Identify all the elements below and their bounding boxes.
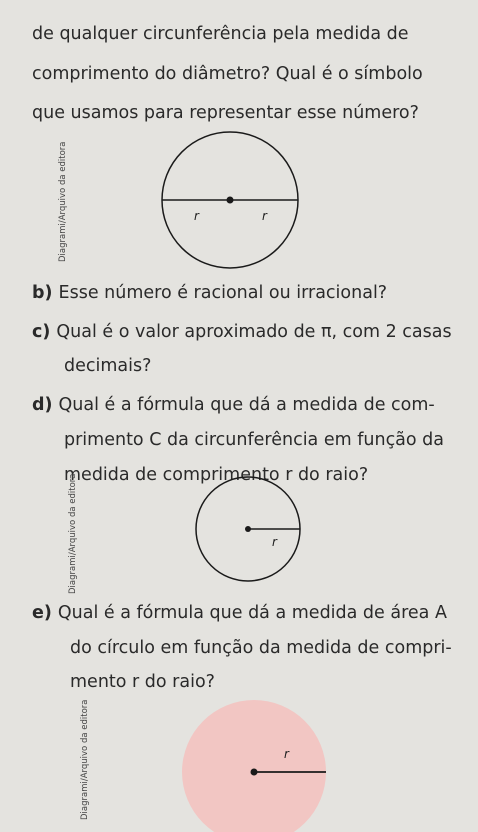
radius-label: r [272, 535, 277, 549]
intro-line-3: que usamos para representar esse número? [32, 103, 419, 123]
question-e-text-1: Qual é a fórmula que dá a medida de área A [57, 603, 447, 623]
figure-credit-1: Diagrami/Arquivo da editora [58, 141, 68, 262]
circle-diameter-figure [150, 130, 310, 280]
question-c-text-2: decimais? [64, 356, 152, 376]
question-b-text: Esse número é racional ou irracional? [58, 283, 388, 303]
radius-label-right: r [262, 209, 267, 223]
question-b [32, 283, 387, 303]
circle-radius-figure [180, 476, 320, 586]
disk-figure [180, 700, 330, 832]
figure-credit-3: Diagrami/Arquivo da editora [80, 699, 90, 820]
radius-label: r [284, 747, 289, 761]
center-point [245, 526, 251, 532]
question-e-text-2: do círculo em função da medida de compri- [70, 638, 452, 658]
question-e-text-3: mento r do raio? [70, 672, 215, 692]
question-d-text-3: medida de comprimento r do raio? [64, 465, 369, 485]
intro-line-1: de qualquer circunferência pela medida de [32, 24, 409, 44]
disk [182, 700, 326, 832]
question-d-text-2: primento C da circunferência em função da [64, 430, 445, 450]
question-c-letter: c) [32, 322, 51, 342]
question-e-letter: e) [32, 603, 52, 623]
question-d-text-1: Qual é a fórmula que dá a medida de com- [58, 395, 435, 415]
center-point [227, 197, 234, 204]
question-e [32, 603, 447, 623]
question-c [32, 322, 452, 342]
question-b-letter: b) [32, 283, 53, 303]
center-point [251, 769, 258, 776]
question-d [32, 395, 435, 415]
radius-label-left: r [194, 209, 199, 223]
question-d-letter: d) [32, 395, 53, 415]
question-c-text-1: Qual é o valor aproximado de π, com 2 casas [56, 322, 452, 342]
figure-credit-2: Diagrami/Arquivo da editora [68, 473, 78, 594]
intro-line-2: comprimento do diâmetro? Qual é o símbolo [32, 64, 423, 84]
